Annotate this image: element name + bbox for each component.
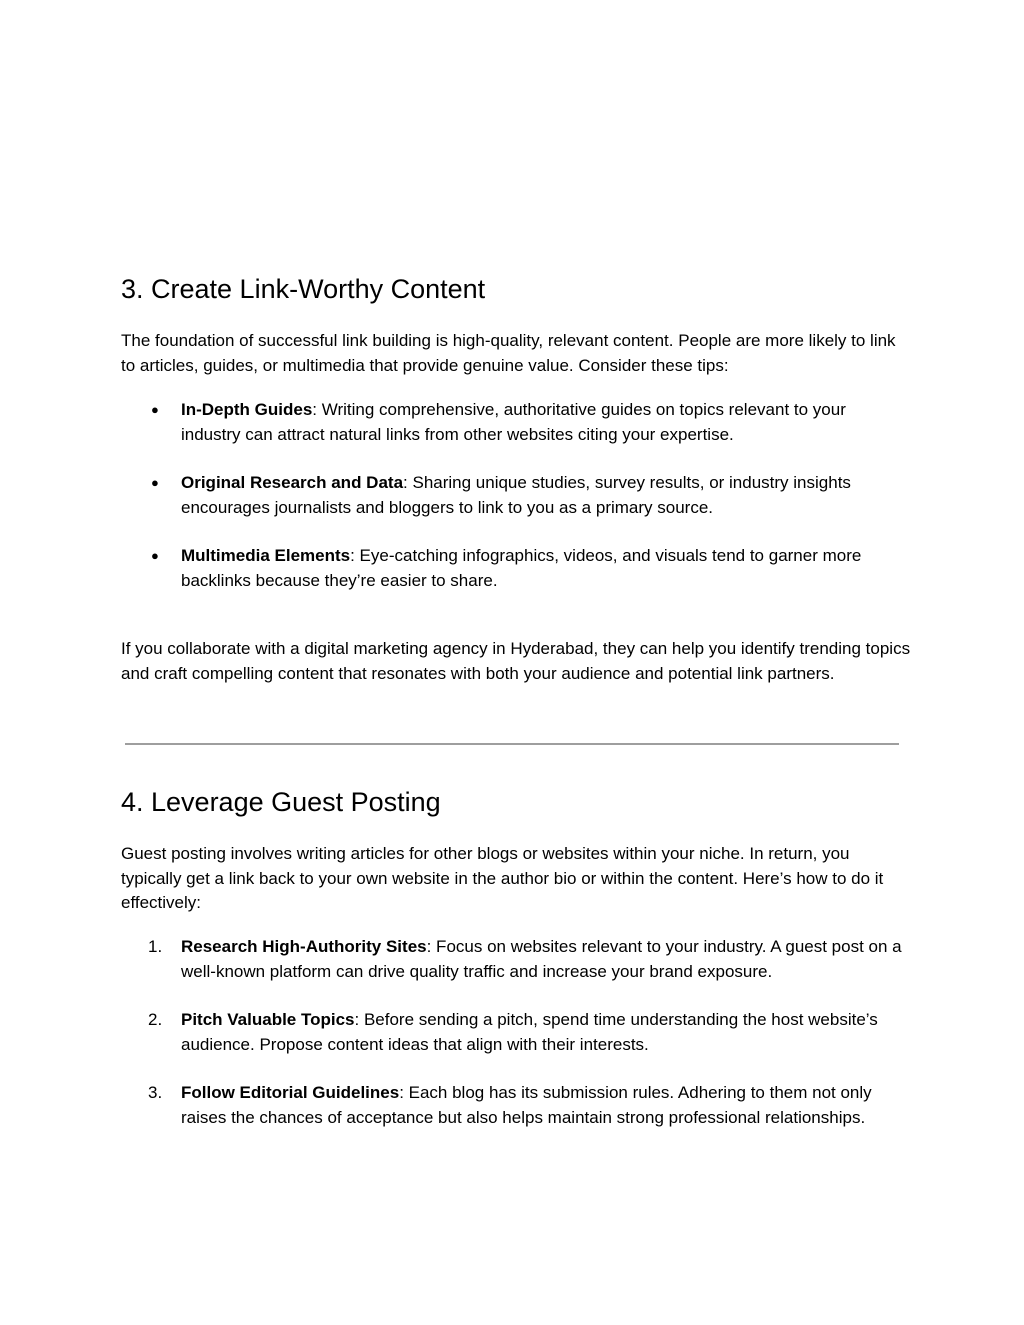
list-item-text: : Each blog has its submission rules. Adhering to them not only raises the chances of acceptance but also helps maintain strong professional relationships. <box>181 1083 872 1127</box>
list-item-body <box>181 544 909 593</box>
list-item-body <box>181 1008 909 1057</box>
section-3-closing: If you collaborate with a digital marketing agency in Hyderabad, they can help you identify trending topics and craft compelling content that resonates with both your audience and potential link partners. <box>121 639 911 683</box>
list-item-term: Original Research and Data <box>181 473 404 492</box>
bullet-marker: ● <box>151 548 159 563</box>
list-item-body <box>181 398 909 447</box>
list-item-body <box>181 935 909 984</box>
section-4-intro: Guest posting involves writing articles for other blogs or websites within your niche. In return, you typically get a link back to your own website in the author bio or within the content. Here’s how to do it effectively: <box>121 844 884 912</box>
list-item-text: : Writing comprehensive, authoritative guides on topics relevant to your industry can attract natural links from other websites citing your expertise. <box>181 400 846 444</box>
section-4-heading: 4. Leverage Guest Posting <box>121 787 441 817</box>
number-marker: 3. <box>148 1083 163 1102</box>
list-item-text: : Before sending a pitch, spend time understanding the host website’s audience. Propose content ideas that align with their interests. <box>181 1010 878 1054</box>
bullet-marker: ● <box>151 402 159 417</box>
list-item-body <box>181 471 909 520</box>
list-item-term: Follow Editorial Guidelines <box>181 1083 400 1102</box>
section-3-heading: 3. Create Link-Worthy Content <box>121 274 486 304</box>
section-3-intro: The foundation of successful link building is high-quality, relevant content. People are more likely to link to articles, guides, or multimedia that provide genuine value. Consider these tips: <box>121 331 896 375</box>
list-item-term: Research High-Authority Sites <box>181 937 427 956</box>
list-item-term: Pitch Valuable Topics <box>181 1010 355 1029</box>
list-item-term: Multimedia Elements <box>181 546 351 565</box>
list-item-text: : Sharing unique studies, survey results, or industry insights encourages journalists and bloggers to link to you as a primary source. <box>181 473 851 517</box>
bullet-marker: ● <box>151 475 159 490</box>
horizontal-divider <box>125 743 899 745</box>
number-marker: 1. <box>148 937 163 956</box>
list-item-text: : Eye-catching infographics, videos, and visuals tend to garner more backlinks because they’re easier to share. <box>181 546 862 590</box>
list-item-term: In-Depth Guides <box>181 400 313 419</box>
number-marker: 2. <box>148 1010 163 1029</box>
list-item-text: : Focus on websites relevant to your industry. A guest post on a well-known platform can drive quality traffic and increase your brand exposure. <box>181 937 902 981</box>
list-item-body <box>181 1081 909 1130</box>
